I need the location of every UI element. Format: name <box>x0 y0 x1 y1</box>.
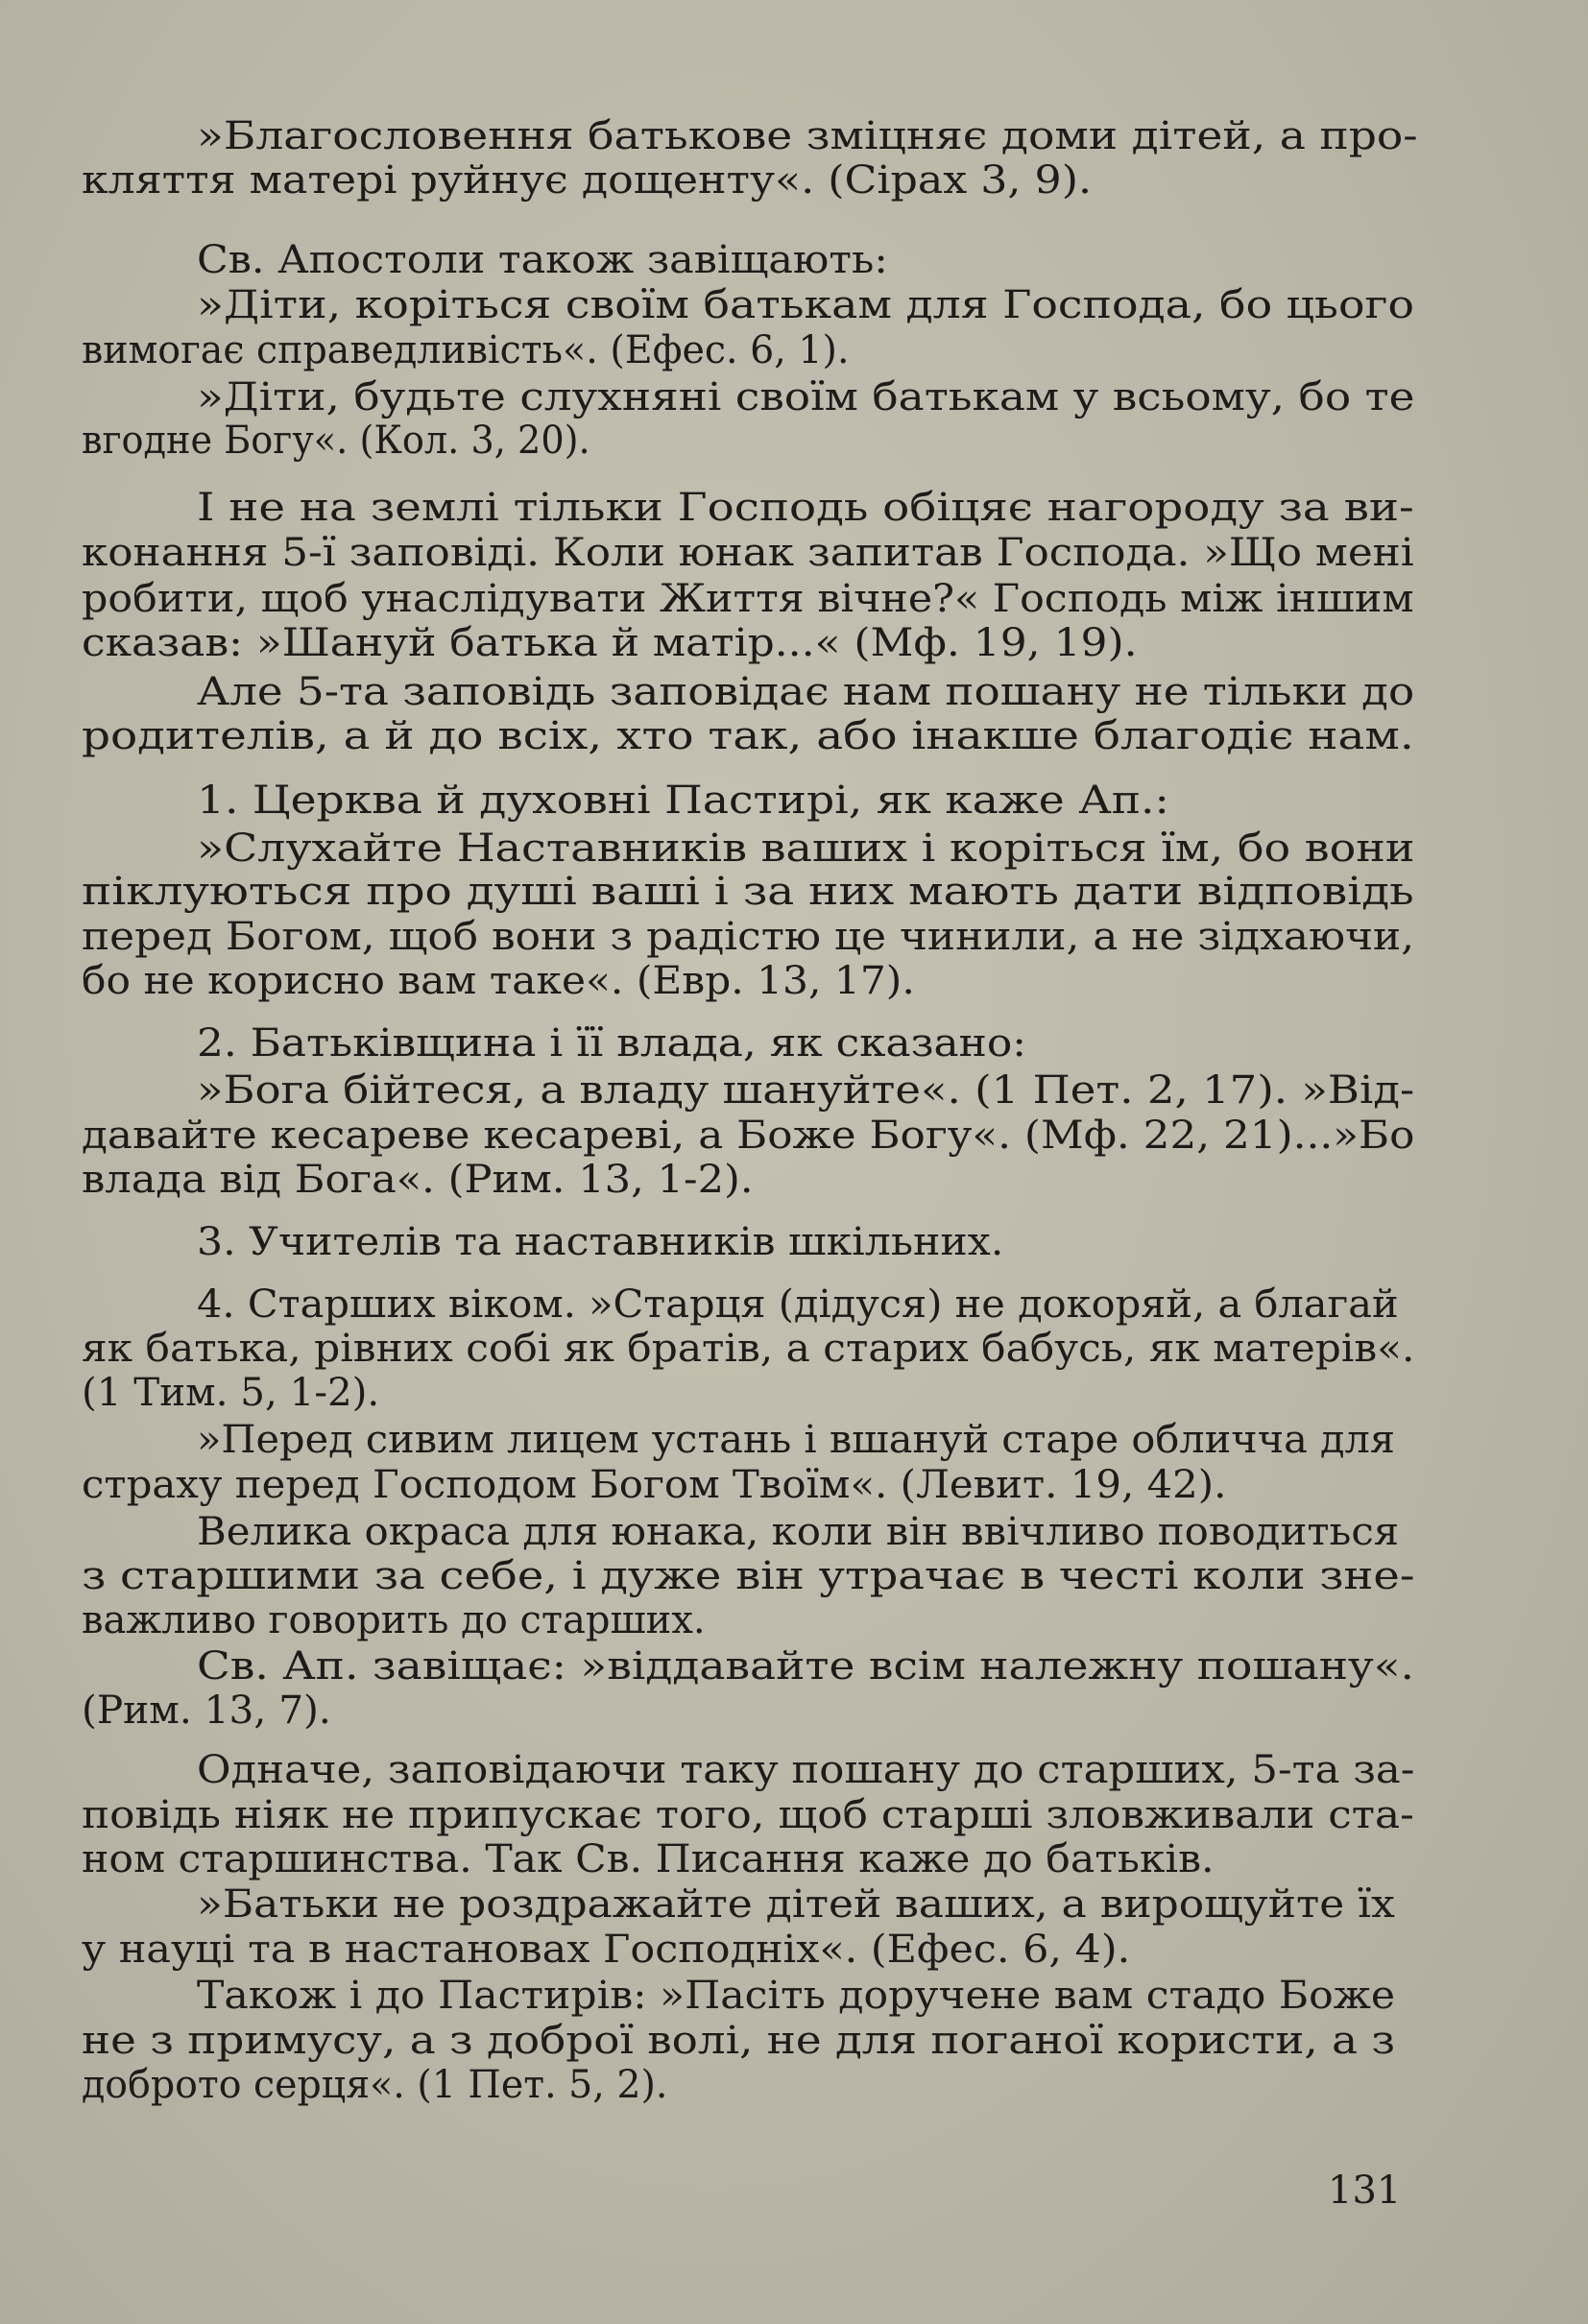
text-line: кляття матері руйнує дощенту«. (Сірах 3, 9). <box>82 158 1093 203</box>
text-line: »Батьки не роздражайте дітей ваших, а вирощуйте їх <box>197 1882 1395 1927</box>
text-line: страху перед Господом Богом Твоїм«. (Левит. 19, 42). <box>82 1463 1227 1507</box>
text-line: (Рим. 13, 7). <box>82 1689 331 1733</box>
text-line: І не на землі тільки Господь обіцяє нагороду за ви- <box>197 486 1414 530</box>
text-line: бо не корисно вам таке«. (Евр. 13, 17). <box>82 959 915 1003</box>
text-line: ном старшинства. Так Св. Писання каже до батьків. <box>82 1837 1215 1881</box>
text-line: »Перед сивим лицем устань і вшануй старе обличча для <box>197 1418 1396 1462</box>
text-line: »Слухайте Наставників ваших і коріться їм, бо вони <box>197 827 1415 871</box>
text-line: важливо говорить до старших. <box>82 1598 706 1642</box>
text-line: Велика окраса для юнака, коли він ввічливо поводиться <box>197 1510 1400 1554</box>
text-line: перед Богом, щоб вони з радістю це чинили, а не зідхаючи, <box>82 915 1415 959</box>
text-line: 4. Старших віком. »Старця (дідуся) не докоряй, а благай <box>197 1282 1399 1327</box>
text-line: вгодне Богу«. (Кол. 3, 20). <box>82 419 590 463</box>
text-line: піклуються про душі ваші і за них мають дати відповідь <box>82 870 1414 914</box>
text-line: 1. Церква й духовні Пастирі, як каже Ап.: <box>197 779 1169 823</box>
text-line: (1 Тим. 5, 1-2). <box>82 1371 380 1415</box>
text-line: конання 5-ї заповіді. Коли юнак запитав Господа. »Що мені <box>82 531 1414 575</box>
text-line: Св. Апостоли також завіщають: <box>197 238 888 282</box>
text-line: Одначе, заповідаючи таку пошану до старших, 5-та за- <box>197 1748 1415 1792</box>
page-number: 131 <box>1328 2168 1402 2213</box>
text-line: Св. Ап. завіщає: »віддавайте всім належну пошану«. <box>197 1644 1414 1689</box>
text-line: давайте кесареве кесареві, а Боже Богу«. (Мф. 22, 21)...»Бо <box>82 1114 1415 1158</box>
text-line: повідь ніяк не припускає того, щоб старші зловживали ста- <box>82 1793 1414 1837</box>
text-line: Також і до Пастирів: »Пасіть доручене вам стадо Боже <box>197 1974 1396 2018</box>
text-line: як батька, рівних собі як братів, а старих бабусь, як матерів«. <box>82 1327 1415 1371</box>
text-line: родителів, а й до всіх, хто так, або інакше благодіє нам. <box>82 714 1414 758</box>
text-line: Але 5-та заповідь заповідає нам пошану не тільки до <box>197 670 1415 714</box>
text-line: з старшими за себе, і дуже він утрачає в честі коли зне- <box>82 1554 1415 1598</box>
text-line: доброто серця«. (1 Пет. 5, 2). <box>82 2063 668 2107</box>
text-line: сказав: »Шануй батька й матір...« (Мф. 19, 19). <box>82 621 1138 665</box>
text-line: влада від Бога«. (Рим. 13, 1-2). <box>82 1158 754 1202</box>
text-line: робити, щоб унаслідувати Життя вічне?« Господь між іншим <box>82 577 1414 621</box>
text-line: 3. Учителів та наставників шкільних. <box>197 1220 1004 1264</box>
text-line: у науці та в настановах Господніх«. (Ефес. 6, 4). <box>82 1928 1131 1972</box>
text-line: не з примусу, а з доброї волі, не для поганої користи, а з <box>82 2019 1396 2063</box>
text-line: »Бога бійтеся, а владу шануйте«. (1 Пет. 2, 17). »Від- <box>197 1068 1415 1113</box>
text-line: 2. Батьківщина і її влада, як сказано: <box>197 1021 1026 1066</box>
text-line: вимогає справедливість«. (Ефес. 6, 1). <box>82 328 850 372</box>
text-line: »Діти, коріться своїм батькам для Господа, бо цього <box>197 283 1414 327</box>
text-line: »Благословення батькове зміцняє доми дітей, а про- <box>197 114 1418 158</box>
text-line: »Діти, будьте слухняні своїм батькам у всьому, бо те <box>197 375 1415 419</box>
